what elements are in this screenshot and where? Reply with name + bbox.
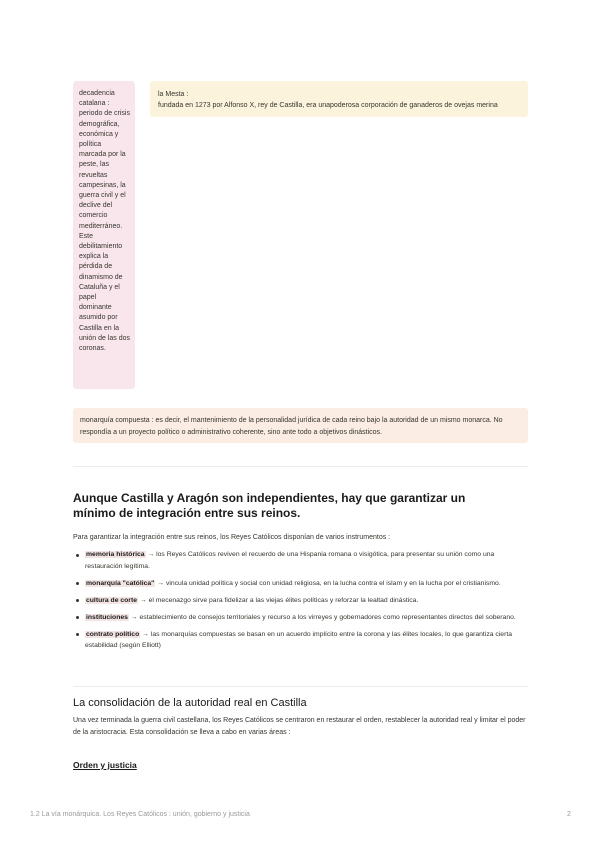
divider bbox=[73, 686, 528, 687]
list-item-term: cultura de corte bbox=[86, 596, 137, 604]
paragraph: Una vez terminada la guerra civil castellana, los Reyes Católicos se centraron en restaurar el orden, restablecer la autoridad real y limitar el poder de la aristocracia. Esta consolidación se lleva a cabo en varias áreas : bbox=[73, 717, 526, 736]
list-item-term: contrato político bbox=[86, 630, 140, 638]
list-item bbox=[73, 629, 533, 652]
list-item bbox=[73, 595, 533, 607]
list-item-term: monarquía "católica" bbox=[86, 579, 155, 587]
page-number: 2 bbox=[567, 811, 571, 818]
intro-text: Para garantizar la integración entre sus reinos, los Reyes Católicos disponían de varios instrumentos : bbox=[73, 534, 391, 541]
instruments-list bbox=[73, 549, 533, 657]
section-heading: Aunque Castilla y Aragón son independientes, hay que garantizar un mínimo de integración entre sus reinos. bbox=[73, 491, 466, 520]
callout-text: periodo de crisis demográfica, económica y política marcada por la peste, las revueltas campesinas, la guerra civil y el declive del comercio mediterráneo. Este debilitamiento explica la pérdida de dinamismo de Cataluña y el papel dominante asumido por Castilla en la unión de las dos coronas. bbox=[79, 110, 130, 353]
callout-decadencia-catalana bbox=[73, 81, 135, 389]
list-item-text: → el mecenazgo sirve para fidelizar a las viejas élites políticas y reforzar la lealtad dinástica. bbox=[138, 596, 419, 604]
callout-term: decadencia catalana : bbox=[79, 90, 115, 108]
orden-justicia-heading: Orden y justicia bbox=[73, 760, 137, 770]
list-item-text: → los Reyes Católicos reviven el recuerdo de una Hispania romana o visigótica, para presentar su unión como una restauración legítima. bbox=[85, 551, 495, 570]
list-item-term: instituciones bbox=[86, 613, 128, 621]
list-item-term: memoria histórica bbox=[86, 551, 145, 558]
list-item bbox=[73, 578, 533, 590]
list-item-text: → vincula unidad política y social con unidad religiosa, en la lucha contra el islam y en la lucha por el cristianismo. bbox=[155, 579, 501, 587]
callout-text: monarquía compuesta : es decir, el mantenimiento de la personalidad jurídica de cada reino bajo la autoridad de un mismo monarca. No respondía a un proyecto político o administrativo coherente, sino ante todo a objetivos dinásticos. bbox=[80, 417, 503, 436]
divider bbox=[73, 466, 528, 467]
list-item bbox=[73, 549, 533, 572]
footer-title: 1.2 La vía monárquica. Los Reyes Católicos : unión, gobierno y justicia bbox=[30, 811, 250, 818]
callout-monarquia-compuesta bbox=[73, 408, 528, 443]
list-item-text: → las monarquías compuestas se basan en un acuerdo implícito entre la corona y las élites locales, lo que garantiza cierta estabilidad (según Elliott) bbox=[85, 630, 513, 649]
callout-text: fundada en 1273 por Alfonso X, rey de Castilla, era unapoderosa corporación de ganaderos de ovejas merina bbox=[158, 101, 498, 109]
list-item-text: → establecimiento de consejos territoriales y recurso a los virreyes y gobernadores como representantes directos del soberano. bbox=[128, 613, 516, 621]
subsection-heading: La consolidación de la autoridad real en Castilla bbox=[73, 697, 307, 709]
list-item bbox=[73, 612, 533, 624]
callout-la-mesta bbox=[150, 81, 528, 117]
callout-term: la Mesta : bbox=[158, 91, 189, 98]
